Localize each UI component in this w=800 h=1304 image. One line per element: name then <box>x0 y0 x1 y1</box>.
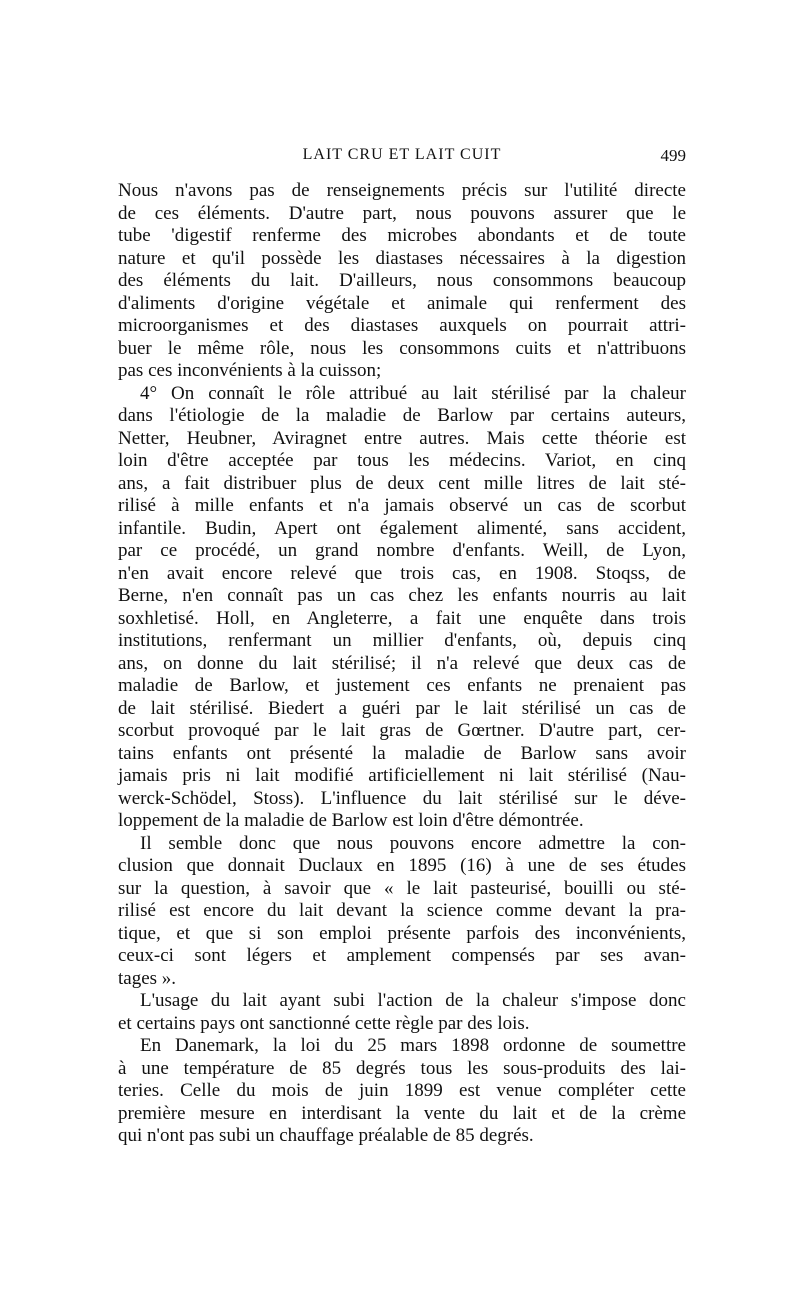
text-line: teries. Celle du mois de juin 1899 est venue compléter cette <box>118 1080 686 1101</box>
text-line: jamais pris ni lait modifié artificiellement ni lait stérilisé (Nau- <box>118 765 686 786</box>
text-line: En Danemark, la loi du 25 mars 1898 ordonne de soumettre <box>140 1035 686 1056</box>
text-line: werck-Schödel, Stoss). L'influence du lait stérilisé sur le déve- <box>118 787 686 809</box>
text-line: Berne, n'en connaît pas un cas chez les enfants nourris au lait <box>118 585 686 606</box>
text-line: loppement de la maladie de Barlow est loin d'être démontrée. <box>118 810 584 831</box>
text-line: Il semble donc que nous pouvons encore admettre la con- <box>140 832 686 854</box>
page-number: 499 <box>660 146 686 165</box>
text-line: tube 'digestif renferme des microbes abondants et de toute <box>118 225 686 246</box>
body-text <box>118 180 686 1148</box>
text-line: rilisé est encore du lait devant la science comme devant la pra- <box>118 900 686 921</box>
text-line: ans, a fait distribuer plus de deux cent mille litres de lait sté- <box>118 472 686 494</box>
text-line: sur la question, à savoir que « le lait pasteurisé, bouilli ou sté- <box>118 877 686 899</box>
text-line: à une température de 85 degrés tous les sous-produits des lai- <box>118 1057 686 1079</box>
text-line: buer le même rôle, nous les consommons cuits et n'attribuons <box>118 337 686 359</box>
text-line: d'aliments d'origine végétale et animale qui renferment des <box>118 292 686 314</box>
text-line: clusion que donnait Duclaux en 1895 (16) à une de ses études <box>118 855 686 876</box>
text-line: soxhletisé. Holl, en Angleterre, a fait une enquête dans trois <box>118 607 686 629</box>
text-line: 4° On connaît le rôle attribué au lait stérilisé par la chaleur <box>140 382 686 404</box>
text-line: maladie de Barlow, et justement ces enfants ne prenaient pas <box>118 675 686 696</box>
text-line: n'en avait encore relevé que trois cas, en 1908. Stoqss, de <box>118 562 686 584</box>
text-line: première mesure en interdisant la vente du lait et de la crème <box>118 1102 686 1124</box>
text-line: microorganismes et des diastases auxquels on pourrait attri- <box>118 315 686 336</box>
text-line: tique, et que si son emploi présente parfois des inconvénients, <box>118 922 686 944</box>
text-line: scorbut provoqué par le lait gras de Gœrtner. D'autre part, cer- <box>118 720 686 741</box>
text-line: L'usage du lait ayant subi l'action de la chaleur s'impose donc <box>140 990 686 1011</box>
running-title: LAIT CRU ET LAIT CUIT <box>302 146 502 163</box>
text-line: tages ». <box>118 967 177 989</box>
text-line: institutions, renfermant un millier d'enfants, où, depuis cinq <box>118 630 686 651</box>
text-line: dans l'étiologie de la maladie de Barlow par certains auteurs, <box>118 405 686 426</box>
text-line: nature et qu'il possède les diastases nécessaires à la digestion <box>118 247 686 269</box>
text-line: ans, on donne du lait stérilisé; il n'a relevé que deux cas de <box>118 652 686 674</box>
text-line: de lait stérilisé. Biedert a guéri par le lait stérilisé un cas de <box>118 697 686 719</box>
text-line: Nous n'avons pas de renseignements précis sur l'utilité directe <box>118 180 686 201</box>
text-line: de ces éléments. D'autre part, nous pouvons assurer que le <box>118 202 686 224</box>
text-line: rilisé à mille enfants et n'a jamais observé un cas de scorbut <box>118 495 686 516</box>
text-line: ceux-ci sont légers et amplement compensés par ses avan- <box>118 945 686 966</box>
text-line: qui n'ont pas subi un chauffage préalable de 85 degrés. <box>118 1125 534 1146</box>
text-line: tains enfants ont présenté la maladie de Barlow sans avoir <box>118 742 686 764</box>
page-header <box>118 146 686 170</box>
text-line: et certains pays ont sanctionné cette règle par des lois. <box>118 1012 530 1034</box>
text-line: loin d'être acceptée par tous les médecins. Variot, en cinq <box>118 450 686 471</box>
text-line: Netter, Heubner, Aviragnet entre autres. Mais cette théorie est <box>118 427 686 449</box>
text-line: pas ces inconvénients à la cuisson; <box>118 360 382 381</box>
text-line: par ce procédé, un grand nombre d'enfants. Weill, de Lyon, <box>118 540 686 561</box>
text-line: des éléments du lait. D'ailleurs, nous consommons beaucoup <box>118 270 686 291</box>
text-line: infantile. Budin, Apert ont également alimenté, sans accident, <box>118 517 686 539</box>
